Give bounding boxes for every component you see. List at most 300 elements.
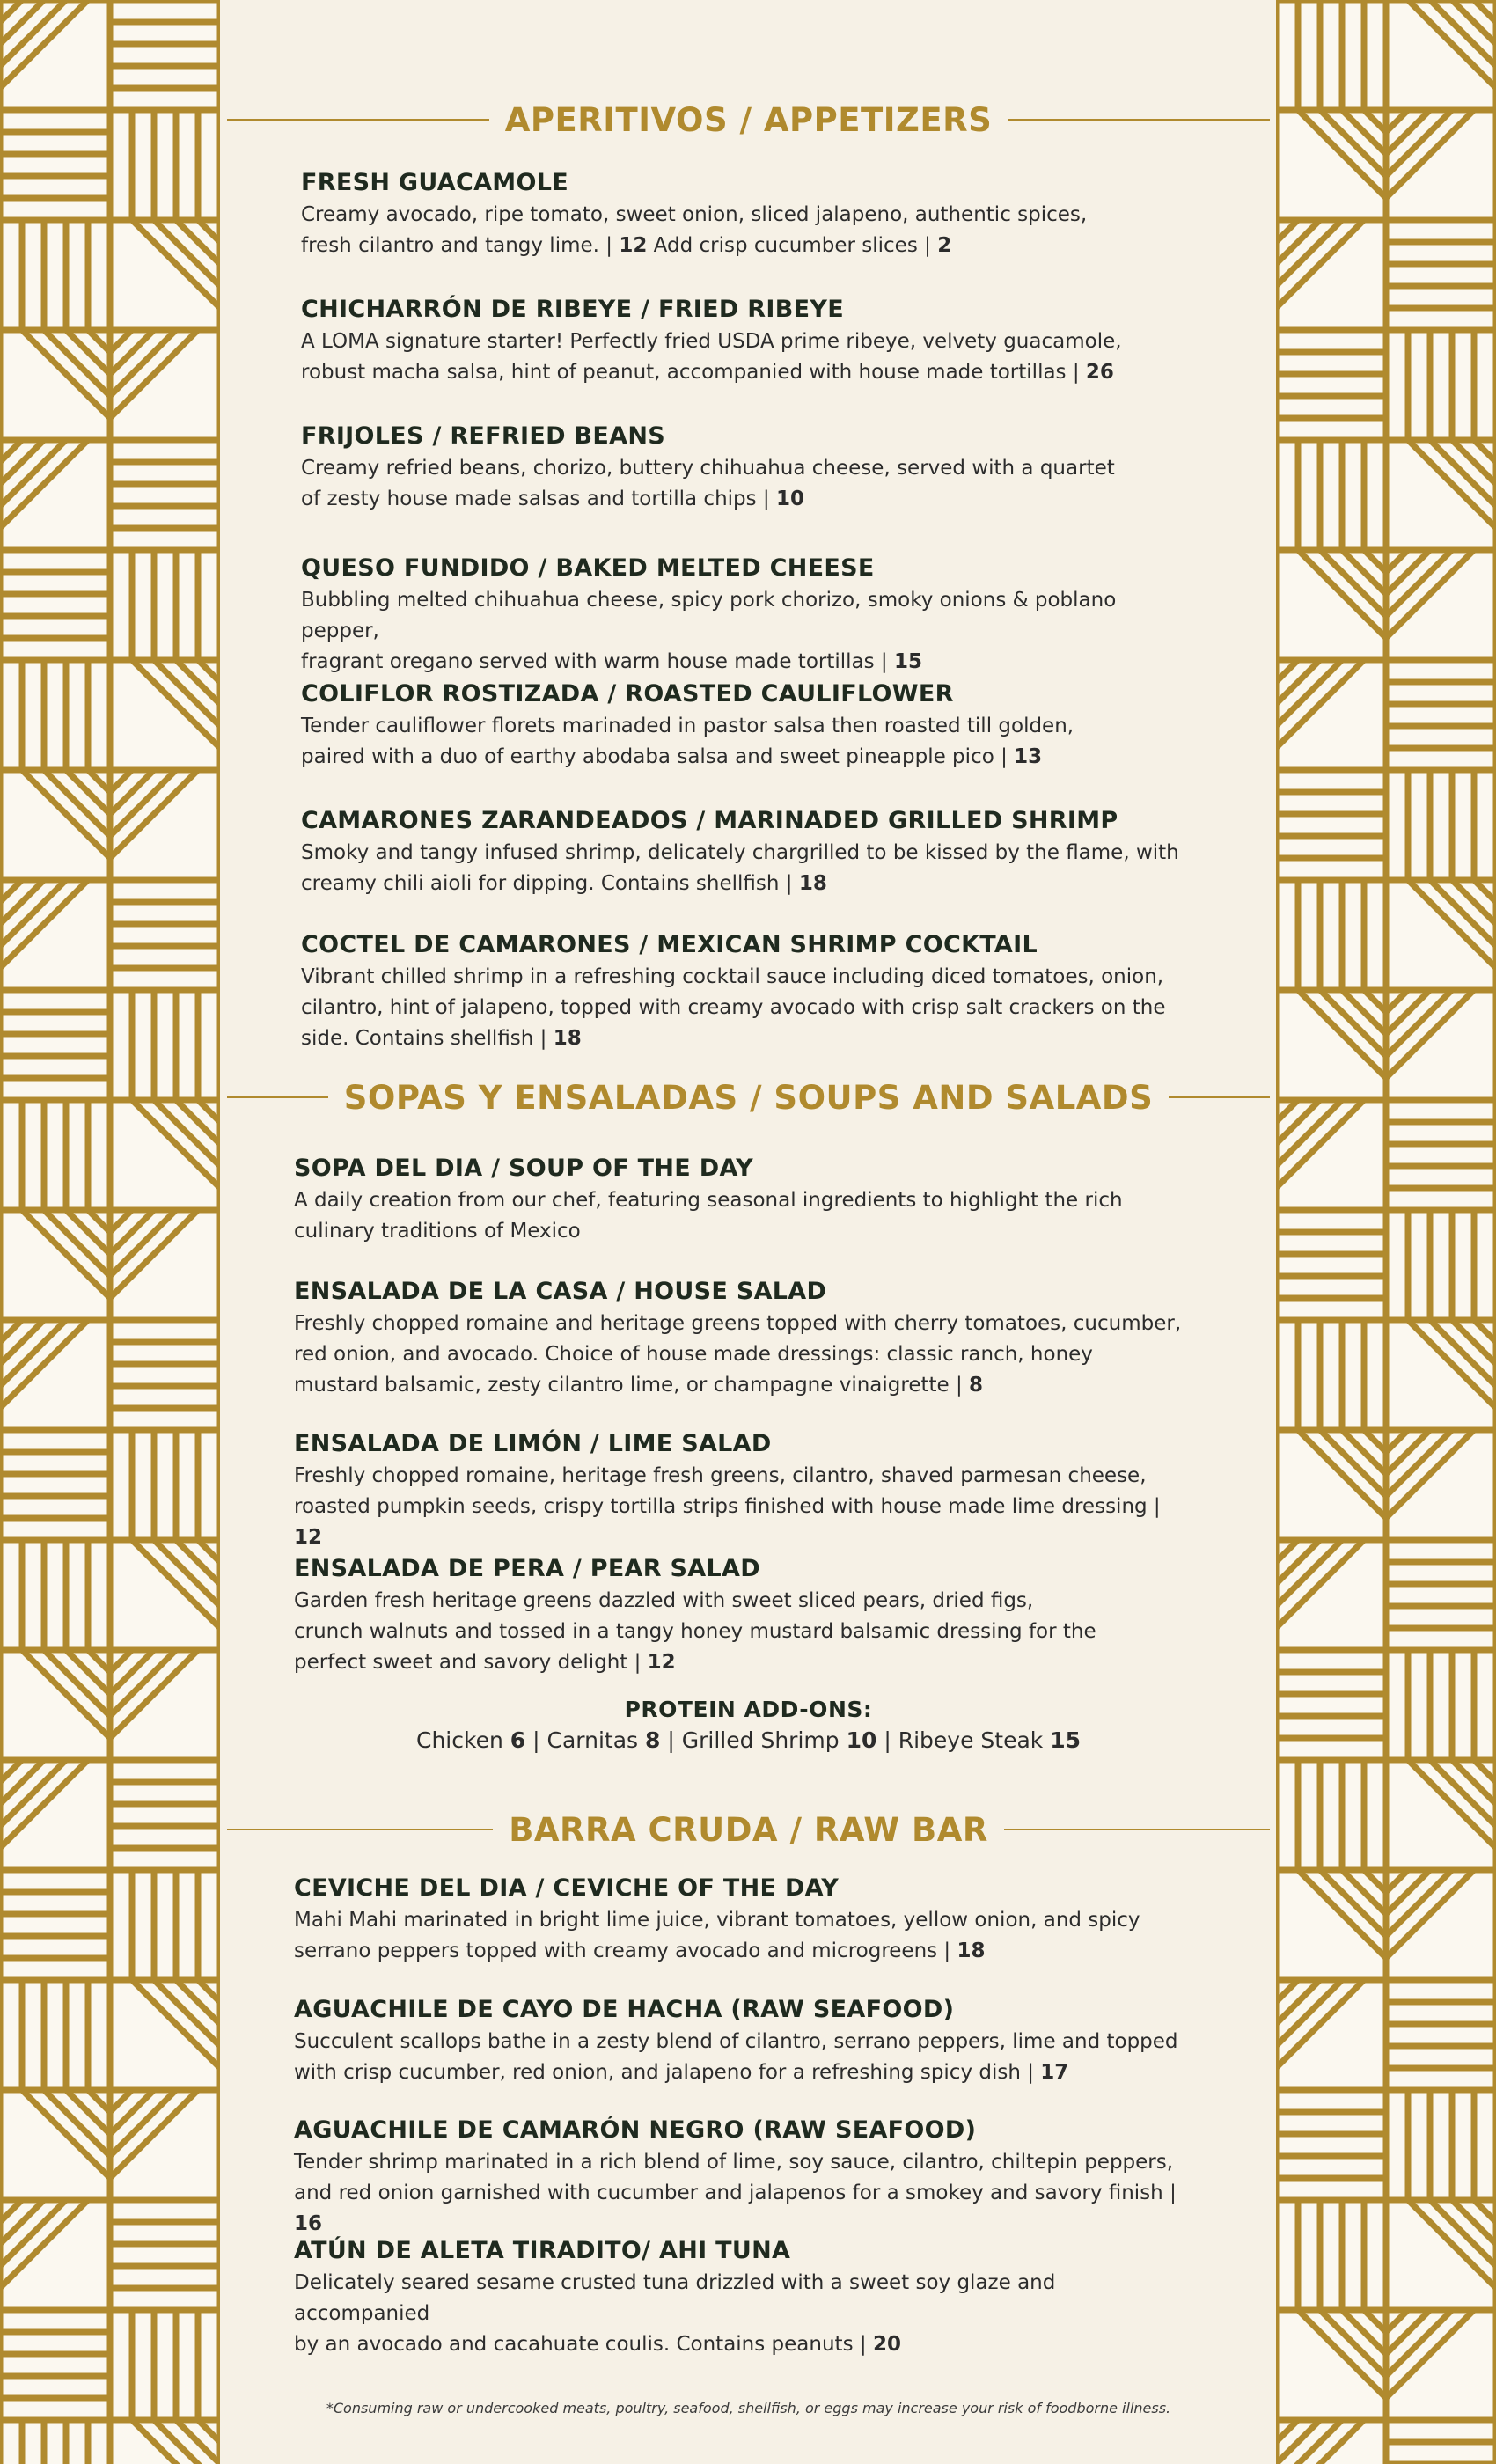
border-pattern-line xyxy=(1364,550,1386,572)
item-desc xyxy=(294,2147,1192,2240)
desc-line: A daily creation from our chef, featuring seasonal ingredients to highlight the rich xyxy=(294,1189,1123,1212)
addon-name: Grilled Shrimp xyxy=(681,1727,840,1753)
item-name: QUESO FUNDIDO / BAKED MELTED CHEESE xyxy=(301,554,875,582)
border-pattern-line xyxy=(0,880,22,902)
border-pattern-tile xyxy=(1386,0,1496,110)
border-pattern-tile xyxy=(1386,330,1496,440)
border-pattern-line xyxy=(1386,1430,1408,1452)
border-pattern-tile xyxy=(0,1430,110,1540)
item-desc xyxy=(294,1309,1192,1401)
item-desc xyxy=(294,1586,1192,1678)
addon-price: 6 xyxy=(510,1727,526,1753)
border-pattern-tile xyxy=(0,220,110,330)
border-pattern-line xyxy=(1386,1870,1408,1892)
desc-line: fragrant oregano served with warm house made tortillas | 15 xyxy=(301,650,923,673)
menu-item-ensalada-pera xyxy=(294,1555,1192,1678)
border-pattern-line xyxy=(0,440,88,528)
border-pattern-line xyxy=(22,1650,110,1738)
border-pattern-line xyxy=(66,330,110,374)
addon-price: 10 xyxy=(846,1727,877,1753)
border-pattern-line xyxy=(0,880,88,968)
border-pattern-tile xyxy=(0,110,110,220)
desc-line: Bubbling melted chihuahua cheese, spicy pork chorizo, smoky onions & poblano pepper, xyxy=(301,589,1117,642)
desc-line: Freshly chopped romaine, heritage fresh greens, cilantro, shaved parmesan cheese, xyxy=(294,1464,1147,1487)
header-rule-right xyxy=(1169,1096,1270,1098)
border-pattern-line xyxy=(22,1210,110,1298)
border-pattern-line xyxy=(1298,1870,1386,1958)
border-pattern-line xyxy=(1276,2420,1298,2442)
border-pattern-tile xyxy=(1276,1320,1386,1430)
border-pattern-line xyxy=(1364,990,1386,1012)
border-pattern-tile xyxy=(1386,990,1496,1100)
desc-line: Tender shrimp marinated in a rich blend of lime, soy sauce, cilantro, chiltepin peppers, xyxy=(294,2151,1174,2174)
item-desc xyxy=(294,1461,1192,1553)
desc-line: cilantro, hint of jalapeno, topped with creamy avocado with crisp salt crackers on the xyxy=(301,996,1166,1019)
border-pattern-line xyxy=(1298,1430,1386,1518)
border-pattern-tile xyxy=(1276,330,1386,440)
border-pattern-tile xyxy=(110,330,220,440)
separator: | xyxy=(667,1727,675,1753)
border-pattern-tile xyxy=(1276,1100,1386,1210)
border-pattern-tile xyxy=(110,660,220,770)
addon-price: 15 xyxy=(1050,1727,1082,1753)
border-pattern-tile xyxy=(1386,880,1496,990)
border-pattern-line xyxy=(110,1650,154,1694)
border-pattern-line xyxy=(0,2200,22,2222)
border-pattern-line xyxy=(176,220,220,264)
border-pattern-line xyxy=(110,1210,132,1232)
desc-line: Freshly chopped romaine and heritage greens topped with cherry tomatoes, cucumber, xyxy=(294,1312,1182,1335)
border-pattern-tile xyxy=(0,440,110,550)
border-pattern-line xyxy=(1386,990,1430,1034)
item-desc xyxy=(301,453,1199,515)
border-pattern-line xyxy=(1408,440,1496,528)
border-pattern-line xyxy=(1276,1540,1364,1628)
border-pattern-line xyxy=(110,770,154,814)
border-pattern-tile xyxy=(110,2090,220,2200)
border-pattern-line xyxy=(22,770,110,858)
border-pattern-line xyxy=(1342,1870,1386,1914)
addon-name: Ribeye Steak xyxy=(898,1727,1044,1753)
border-pattern-line xyxy=(1474,1320,1496,1342)
border-pattern-tile xyxy=(0,330,110,440)
border-pattern-line xyxy=(0,2200,44,2244)
border-pattern-tile xyxy=(0,1210,110,1320)
border-pattern-line xyxy=(1386,110,1474,198)
border-pattern-line xyxy=(1276,220,1364,308)
border-pattern-line xyxy=(110,330,198,418)
border-pattern-tile xyxy=(1386,1100,1496,1210)
border-pattern-line xyxy=(198,220,220,242)
item-desc xyxy=(294,2268,1192,2360)
border-pattern-line xyxy=(176,1100,220,1144)
desc-line: roasted pumpkin seeds, crispy tortilla strips finished with house made lime dressing | 12 xyxy=(294,1495,1161,1549)
item-name: ENSALADA DE PERA / PEAR SALAD xyxy=(294,1555,760,1582)
border-pattern-line xyxy=(132,1100,220,1188)
border-pattern-tile xyxy=(1386,220,1496,330)
border-pattern-tile xyxy=(1386,770,1496,880)
item-name: COCTEL DE CAMARONES / MEXICAN SHRIMP COCKTAIL xyxy=(301,931,1038,958)
border-pattern-line xyxy=(66,1650,110,1694)
border-pattern-line xyxy=(0,0,88,88)
border-pattern-tile xyxy=(0,2310,110,2420)
border-pattern-line xyxy=(0,1760,44,1804)
border-pattern-line xyxy=(1474,440,1496,462)
border-pattern-tile xyxy=(1276,1760,1386,1870)
desc-line: red onion, and avocado. Choice of house made dressings: classic ranch, honey xyxy=(294,1343,1093,1366)
menu-item-guacamole xyxy=(301,169,1199,261)
border-pattern-tile xyxy=(1386,1760,1496,1870)
border-pattern-tile xyxy=(1386,1870,1496,1980)
border-pattern-line xyxy=(0,1320,22,1342)
border-pattern-line xyxy=(1276,2420,1320,2464)
desc-line: by an avocado and cacahuate coulis. Contains peanuts | 20 xyxy=(294,2333,901,2356)
border-pattern-tile xyxy=(1386,2200,1496,2310)
border-pattern-tile xyxy=(1386,1650,1496,1760)
left-decorative-border xyxy=(0,0,220,2464)
desc-line: Creamy refried beans, chorizo, buttery chihuahua cheese, served with a quartet xyxy=(301,457,1115,480)
border-pattern-line xyxy=(1474,2200,1496,2222)
border-pattern-line xyxy=(1364,1430,1386,1452)
border-pattern-line xyxy=(1474,880,1496,902)
border-pattern-line xyxy=(198,1100,220,1122)
border-pattern-line xyxy=(1386,550,1430,594)
border-pattern-line xyxy=(1452,880,1496,924)
desc-line: crunch walnuts and tossed in a tangy honey mustard balsamic dressing for the xyxy=(294,1620,1096,1643)
border-pattern-tile xyxy=(1276,110,1386,220)
border-pattern-tile xyxy=(1276,660,1386,770)
border-pattern-line xyxy=(1342,1430,1386,1474)
header-rule-left xyxy=(227,1829,493,1830)
border-pattern-tile xyxy=(0,550,110,660)
border-pattern-tile xyxy=(1276,1870,1386,1980)
border-pattern-line xyxy=(1386,990,1408,1012)
border-pattern-line xyxy=(1276,1540,1320,1584)
border-pattern-line xyxy=(1452,440,1496,484)
border-pattern-tile xyxy=(110,110,220,220)
border-pattern-tile xyxy=(110,1980,220,2090)
item-name: CEVICHE DEL DIA / CEVICHE OF THE DAY xyxy=(294,1874,840,1902)
border-pattern-line xyxy=(0,0,22,22)
item-name: AGUACHILE DE CAMARÓN NEGRO (RAW SEAFOOD) xyxy=(294,2116,977,2144)
border-pattern-tile xyxy=(110,220,220,330)
menu-item-atun xyxy=(294,2237,1192,2360)
border-pattern-line xyxy=(1452,1760,1496,1804)
item-desc xyxy=(294,2027,1192,2088)
border-pattern-tile xyxy=(110,1870,220,1980)
border-pattern-tile xyxy=(0,990,110,1100)
border-pattern-line xyxy=(1408,1760,1496,1848)
item-name: AGUACHILE DE CAYO DE HACHA (RAW SEAFOOD) xyxy=(294,1996,955,2023)
border-pattern-line xyxy=(1452,1320,1496,1364)
menu-item-queso-fundido xyxy=(301,554,1199,678)
border-pattern-line xyxy=(88,2090,110,2112)
addon-price: 8 xyxy=(645,1727,661,1753)
border-pattern-line xyxy=(1386,1870,1474,1958)
desc-line: paired with a duo of earthy abodaba salsa and sweet pineapple pico | 13 xyxy=(301,745,1043,768)
desc-line: Vibrant chilled shrimp in a refreshing cocktail sauce including diced tomatoes, onion, xyxy=(301,965,1164,988)
item-desc xyxy=(301,585,1199,678)
border-pattern-tile xyxy=(110,2310,220,2420)
border-pattern-tile xyxy=(1386,440,1496,550)
desc-line: Creamy avocado, ripe tomato, sweet onion, sliced jalapeno, authentic spices, xyxy=(301,203,1088,226)
item-name: ENSALADA DE LIMÓN / LIME SALAD xyxy=(294,1430,772,1457)
item-desc xyxy=(301,711,1199,773)
border-pattern-line xyxy=(1408,1320,1496,1408)
border-pattern-line xyxy=(176,2420,220,2464)
border-pattern-tile xyxy=(0,880,110,990)
border-pattern-line xyxy=(198,660,220,682)
desc-line: fresh cilantro and tangy lime. | 12 Add crisp cucumber slices | 2 xyxy=(301,234,952,257)
menu-item-coctel xyxy=(301,931,1199,1054)
border-pattern-line xyxy=(1276,220,1298,242)
border-pattern-line xyxy=(110,2090,198,2178)
addon-name: Carnitas xyxy=(546,1727,639,1753)
desc-line: Succulent scallops bathe in a zesty blend of cilantro, serrano peppers, lime and topped xyxy=(294,2030,1178,2053)
border-pattern-line xyxy=(110,770,132,792)
border-pattern-line xyxy=(22,330,110,418)
border-pattern-tile xyxy=(1276,770,1386,880)
border-pattern-line xyxy=(88,770,110,792)
border-pattern-line xyxy=(1276,660,1364,748)
border-pattern-line xyxy=(1408,2200,1496,2288)
desc-line: creamy chili aioli for dipping. Contains shellfish | 18 xyxy=(301,872,827,895)
border-pattern-tile xyxy=(0,2200,110,2310)
border-pattern-line xyxy=(110,770,198,858)
menu-item-chicharron xyxy=(301,296,1199,388)
desc-line: Mahi Mahi marinated in bright lime juice, vibrant tomatoes, yellow onion, and spicy xyxy=(294,1909,1140,1932)
menu-item-coliflor xyxy=(301,680,1199,773)
border-pattern-line xyxy=(110,330,132,352)
item-desc xyxy=(301,838,1199,899)
border-pattern-tile xyxy=(110,880,220,990)
header-rule-right xyxy=(1004,1829,1270,1830)
menu-item-frijoles xyxy=(301,422,1199,515)
border-pattern-tile xyxy=(1276,990,1386,1100)
item-desc xyxy=(301,326,1199,388)
desc-line: and red onion garnished with cucumber and jalapenos for a smokey and savory finish | 16 xyxy=(294,2182,1177,2235)
border-pattern-line xyxy=(1386,550,1408,572)
border-pattern-line xyxy=(0,880,44,924)
border-pattern-line xyxy=(66,2090,110,2134)
border-pattern-line xyxy=(1298,990,1386,1078)
border-pattern-tile xyxy=(1386,2310,1496,2420)
border-pattern-line xyxy=(132,1540,220,1628)
border-pattern-tile xyxy=(0,1980,110,2090)
soups-header xyxy=(227,1071,1270,1124)
border-pattern-line xyxy=(1364,110,1386,132)
border-pattern-line xyxy=(66,770,110,814)
foodborne-disclaimer: *Consuming raw or undercooked meats, poultry, seafood, shellfish, or eggs may increase your risk of foodborne illness. xyxy=(326,2400,1171,2416)
border-pattern-line xyxy=(1474,0,1496,22)
border-pattern-line xyxy=(0,0,44,44)
border-pattern-tile xyxy=(0,1760,110,1870)
border-pattern-line xyxy=(1298,550,1386,638)
border-pattern-tile xyxy=(110,990,220,1100)
border-pattern-line xyxy=(1408,880,1496,968)
border-pattern-tile xyxy=(1386,1210,1496,1320)
desc-line: robust macha salsa, hint of peanut, accompanied with house made tortillas | 26 xyxy=(301,361,1114,384)
item-name: SOPA DEL DIA / SOUP OF THE DAY xyxy=(294,1155,753,1182)
border-pattern-tile xyxy=(1276,2200,1386,2310)
border-pattern-tile xyxy=(1386,110,1496,220)
border-pattern-tile xyxy=(1386,1540,1496,1650)
item-desc xyxy=(294,1185,1192,1247)
border-pattern-tile xyxy=(1276,1540,1386,1650)
border-pattern-tile xyxy=(110,1100,220,1210)
border-pattern-line xyxy=(0,440,44,484)
item-desc xyxy=(301,200,1199,261)
protein-addons xyxy=(227,1697,1270,1753)
addon-name: Chicken xyxy=(415,1727,503,1753)
menu-item-ensalada-casa xyxy=(294,1278,1192,1401)
border-pattern-line xyxy=(1276,660,1298,682)
desc-line: serrano peppers topped with creamy avocado and microgreens | 18 xyxy=(294,1940,986,1962)
desc-line: Garden fresh heritage greens dazzled with sweet sliced pears, dried figs, xyxy=(294,1589,1034,1612)
border-pattern-tile xyxy=(1276,2310,1386,2420)
border-pattern-tile xyxy=(110,770,220,880)
addons-list xyxy=(227,1727,1270,1753)
right-decorative-border xyxy=(1276,0,1496,2464)
header-rule-left xyxy=(227,1096,328,1098)
border-pattern-tile xyxy=(1276,1980,1386,2090)
border-pattern-tile xyxy=(1276,220,1386,330)
border-pattern-line xyxy=(110,1650,198,1738)
border-pattern-tile xyxy=(1276,1210,1386,1320)
border-pattern-tile xyxy=(110,1210,220,1320)
border-pattern-line xyxy=(1276,1100,1364,1188)
border-pattern-line xyxy=(132,220,220,308)
border-pattern-tile xyxy=(0,2090,110,2200)
item-name: CHICHARRÓN DE RIBEYE / FRIED RIBEYE xyxy=(301,296,844,323)
soups-title: SOPAS Y ENSALADAS / SOUPS AND SALADS xyxy=(343,1078,1154,1117)
desc-line: culinary traditions of Mexico xyxy=(294,1220,581,1243)
border-pattern-line xyxy=(0,1320,44,1364)
menu-item-aguachile-cayo xyxy=(294,1996,1192,2088)
border-pattern-tile xyxy=(1276,550,1386,660)
item-name: FRESH GUACAMOLE xyxy=(301,169,568,196)
border-pattern-line xyxy=(198,1980,220,2002)
border-pattern-line xyxy=(0,2200,88,2288)
border-pattern-line xyxy=(1276,1980,1320,2024)
border-pattern-tile xyxy=(1386,2090,1496,2200)
desc-line: Delicately seared sesame crusted tuna drizzled with a sweet soy glaze and accompanied xyxy=(294,2271,1056,2325)
border-pattern-line xyxy=(198,2420,220,2442)
border-pattern-line xyxy=(1342,110,1386,154)
border-pattern-tile xyxy=(1276,1650,1386,1760)
border-pattern-line xyxy=(88,330,110,352)
border-pattern-line xyxy=(110,330,154,374)
border-pattern-tile xyxy=(1386,1320,1496,1430)
border-pattern-tile xyxy=(0,770,110,880)
border-pattern-line xyxy=(176,1540,220,1584)
menu-item-ensalada-limon xyxy=(294,1430,1192,1553)
border-pattern-line xyxy=(88,1210,110,1232)
border-pattern-line xyxy=(176,1980,220,2024)
border-pattern-tile xyxy=(1386,550,1496,660)
border-pattern-line xyxy=(1364,1870,1386,1892)
border-pattern-tile xyxy=(110,1320,220,1430)
border-pattern-line xyxy=(0,1760,88,1848)
border-pattern-tile xyxy=(0,1320,110,1430)
header-rule-left xyxy=(227,119,489,121)
border-pattern-line xyxy=(1386,550,1474,638)
desc-line: perfect sweet and savory delight | 12 xyxy=(294,1651,676,1674)
border-pattern-line xyxy=(132,1980,220,2068)
desc-line: mustard balsamic, zesty cilantro lime, or champagne vinaigrette | 8 xyxy=(294,1374,984,1397)
border-pattern-tile xyxy=(110,2200,220,2310)
border-pattern-tile xyxy=(1276,440,1386,550)
desc-line: A LOMA signature starter! Perfectly fried USDA prime ribeye, velvety guacamole, xyxy=(301,330,1122,353)
menu-item-sopa-del-dia xyxy=(294,1155,1192,1247)
item-name: CAMARONES ZARANDEADOS / MARINADED GRILLED SHRIMP xyxy=(301,807,1118,834)
desc-line: of zesty house made salsas and tortilla chips | 10 xyxy=(301,488,804,510)
border-pattern-tile xyxy=(0,1870,110,1980)
border-pattern-line xyxy=(1452,2200,1496,2244)
border-pattern-line xyxy=(110,1210,154,1254)
border-pattern-line xyxy=(110,2090,154,2134)
border-pattern-tile xyxy=(110,1760,220,1870)
border-pattern-tile xyxy=(0,1650,110,1760)
border-pattern-line xyxy=(1276,1100,1320,1144)
border-pattern-tile xyxy=(110,1540,220,1650)
border-pattern-line xyxy=(110,2090,132,2112)
border-pattern-line xyxy=(1364,2310,1386,2332)
border-pattern-line xyxy=(1276,1980,1298,2002)
border-pattern-tile xyxy=(1276,880,1386,990)
item-name: COLIFLOR ROSTIZADA / ROASTED CAULIFLOWER xyxy=(301,680,954,708)
border-pattern-line xyxy=(1276,1100,1298,1122)
border-pattern-line xyxy=(1298,110,1386,198)
border-pattern-line xyxy=(1276,220,1320,264)
border-pattern-line xyxy=(1342,2310,1386,2354)
border-pattern-tile xyxy=(110,0,220,110)
border-pattern-tile xyxy=(1276,2090,1386,2200)
border-pattern-tile xyxy=(0,2420,110,2464)
addons-title: PROTEIN ADD-ONS: xyxy=(624,1697,873,1722)
item-name: ATÚN DE ALETA TIRADITO/ AHI TUNA xyxy=(294,2237,791,2264)
desc-line: Tender cauliflower florets marinaded in pastor salsa then roasted till golden, xyxy=(301,715,1074,737)
border-pattern-line xyxy=(110,1210,198,1298)
border-pattern-tile xyxy=(0,1540,110,1650)
border-pattern-tile xyxy=(1386,1430,1496,1540)
desc-line: side. Contains shellfish | 18 xyxy=(301,1027,582,1050)
border-pattern-tile xyxy=(1276,1430,1386,1540)
border-pattern-line xyxy=(1386,2310,1474,2398)
border-pattern-tile xyxy=(1276,0,1386,110)
border-pattern-line xyxy=(0,440,22,462)
border-pattern-line xyxy=(1386,990,1474,1078)
border-pattern-tile xyxy=(1386,1980,1496,2090)
border-pattern-line xyxy=(110,1650,132,1672)
border-pattern-line xyxy=(1408,0,1496,88)
border-pattern-tile xyxy=(110,440,220,550)
desc-line: with crisp cucumber, red onion, and jalapeno for a refreshing spicy dish | 17 xyxy=(294,2061,1069,2084)
menu-item-aguachile-camaron xyxy=(294,2116,1192,2240)
item-desc xyxy=(294,1905,1192,1967)
border-pattern-line xyxy=(1342,550,1386,594)
border-pattern-line xyxy=(1386,1430,1474,1518)
border-pattern-line xyxy=(1276,1540,1298,1562)
border-pattern-tile xyxy=(110,1430,220,1540)
border-pattern-line xyxy=(0,1320,88,1408)
menu-item-camarones-zarandeados xyxy=(301,807,1199,899)
border-pattern-line xyxy=(1342,990,1386,1034)
border-pattern-tile xyxy=(110,1650,220,1760)
border-pattern-tile xyxy=(1386,660,1496,770)
separator: | xyxy=(532,1727,540,1753)
border-pattern-line xyxy=(176,660,220,704)
